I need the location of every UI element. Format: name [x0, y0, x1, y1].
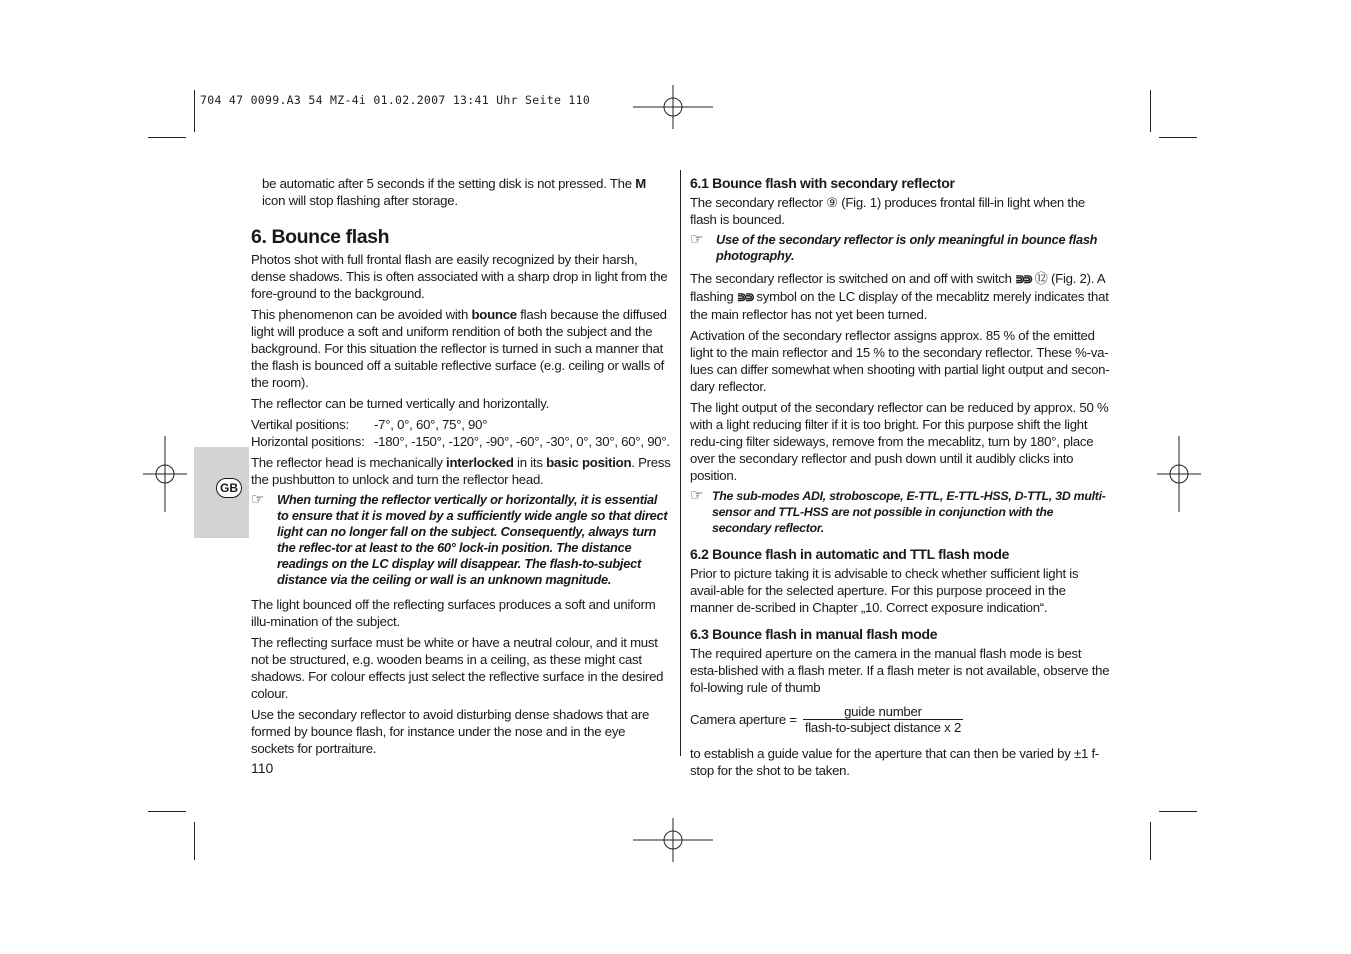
registration-mark-icon: [143, 436, 187, 512]
paragraph: Use the secondary reflector to avoid disturbing dense shadows that are formed by bounce flash, for instance under the nose and in the eye sockets for portraiture.: [251, 707, 650, 756]
formula-denominator: flash-to-subject distance x 2: [804, 720, 962, 735]
secondary-reflector-icon: ⋑⋑: [1015, 272, 1032, 286]
formula-label: Camera aperture =: [690, 712, 797, 727]
secondary-reflector-icon: ⋑⋑: [736, 290, 753, 304]
callout-number-icon: ⑨: [826, 195, 838, 210]
right-column: [690, 175, 1110, 783]
paragraph: The light bounced off the reflecting surfaces produces a soft and uniform illu-mination of the subject.: [251, 597, 656, 629]
aperture-formula: [690, 704, 1110, 735]
note-text: When turning the reflector vertically or horizontally, it is essential to ensure that it is moved by a sufficiently wide angle so that direct light can no longer fall on the subject. Consequently, always turn the reflec-tor at least to the 60° lock-in position. The distance readings on the LC display will disappear. The flash-to-subject distance via the ceiling or wall is an unknown magnitude.: [277, 492, 668, 587]
registration-mark-icon: [633, 85, 713, 129]
paragraph: The secondary reflector ⑨ (Fig. 1) produces frontal fill-in light when the flash is bounced.: [690, 195, 1086, 227]
vertical-positions-label: Vertikal positions:: [251, 417, 349, 432]
warning-note: [251, 492, 671, 588]
paragraph: The reflecting surface must be white or have a neutral colour, and it must not be structured, e.g. wooden beams in a ceiling, as these might cast shadows. For colour effects just select the reflective surface in the desired colour.: [251, 635, 664, 701]
subsection-heading: 6.2 Bounce flash in automatic and TTL flash mode: [690, 546, 1010, 562]
horizontal-positions-label: Horizontal positions:: [251, 434, 365, 449]
paragraph: The required aperture on the camera in the manual flash mode is best esta-blished with a flash meter. If a flash meter is not available, observe the fol-lowing rule of thumb: [690, 646, 1110, 695]
pointing-hand-icon: ☞: [690, 231, 704, 248]
left-column: [251, 175, 671, 761]
horizontal-positions-row: [251, 433, 671, 450]
paragraph: The reflector head is mechanically interlocked in its basic position. Press the pushbutton to unlock and turn the reflector head.: [251, 455, 671, 487]
registration-mark-icon: [1157, 436, 1201, 512]
print-imprint: 704 47 0099.A3 54 MZ-4i 01.02.2007 13:41 Uhr Seite 110: [200, 93, 591, 107]
vertical-positions-values: -7°, 0°, 60°, 75°, 90°: [374, 417, 488, 432]
pointing-hand-icon: ☞: [251, 491, 265, 508]
paragraph: The reflector can be turned vertically and horizontally.: [251, 396, 550, 411]
language-badge: GB: [216, 478, 242, 498]
crop-mark: [1150, 822, 1151, 860]
vertical-positions-row: [251, 416, 671, 433]
crop-mark: [194, 822, 195, 860]
registration-mark-icon: [633, 818, 713, 862]
paragraph: Photos shot with full frontal flash are easily recognized by their harsh, dense shadows. This is often associated with a sharp drop in light from the fore-ground to the background.: [251, 252, 668, 301]
crop-mark: [148, 137, 186, 138]
callout-number-icon: ⑫: [1034, 271, 1048, 286]
crop-mark: [1150, 90, 1151, 132]
page-number: 110: [251, 760, 274, 776]
paragraph: The light output of the secondary reflector can be reduced by approx. 50 % with a light reducing filter if it is too bright. For this purpose shift the light redu-cing filter sideways, remove from the mecablitz, turn by 180°, place over the secondary reflector and push down until it audibly clicks into position.: [690, 400, 1109, 483]
column-divider: [680, 170, 681, 756]
paragraph: Prior to picture taking it is advisable to check whether sufficient light is avail-able for the selected aperture. For this purpose proceed in the manner de-scribed in Chapter „10. Correct exposure indication“.: [690, 566, 1079, 615]
section-heading: 6. Bounce flash: [251, 226, 390, 248]
note-text: Use of the secondary reflector is only meaningful in bounce flash photography.: [716, 232, 1098, 263]
crop-mark: [148, 811, 186, 812]
info-note: [690, 488, 1110, 536]
formula-numerator: guide number: [803, 704, 963, 720]
crop-mark: [1159, 137, 1197, 138]
pointing-hand-icon: ☞: [690, 487, 704, 504]
formula-fraction: [803, 704, 963, 735]
paragraph: to establish a guide value for the aperture that can then be varied by ±1 f-stop for the shot to be taken.: [690, 746, 1100, 778]
horizontal-positions-values: -180°, -150°, -120°, -90°, -60°, -30°, 0°, 30°, 60°, 90°.: [374, 434, 670, 449]
intro-paragraph: be automatic after 5 seconds if the setting disk is not pressed. The M icon will stop flashing after storage.: [262, 176, 646, 208]
crop-mark: [194, 90, 195, 132]
crop-mark: [1159, 811, 1197, 812]
info-note: [690, 232, 1110, 264]
paragraph: Activation of the secondary reflector assigns approx. 85 % of the emitted light to the main reflector and 15 % to the secondary reflector. These %-va-lues can differ somewhat when shooting with partial light output and secon-dary reflector.: [690, 328, 1110, 394]
subsection-heading: 6.3 Bounce flash in manual flash mode: [690, 626, 938, 642]
note-text: The sub-modes ADI, stroboscope, E-TTL, E-TTL-HSS, D-TTL, 3D multi-sensor and TTL-HSS are not possible in conjunction with the secondary reflector.: [712, 489, 1106, 535]
subsection-heading: 6.1 Bounce flash with secondary reflector: [690, 175, 955, 191]
paragraph: The secondary reflector is switched on and off with switch ⋑⋑ ⑫ (Fig. 2). A flashing ⋑⋑ symbol on the LC display of the mecablitz merely indicates that the main reflector has not yet been turned.: [690, 271, 1109, 322]
paragraph: This phenomenon can be avoided with bounce flash because the diffused light will produce a soft and uniform rendition of both the subject and the background. For this situation the reflector is turned in such a manner that the flash is bounced off a suitable reflective surface (e.g. ceiling or walls of the room).: [251, 307, 667, 390]
